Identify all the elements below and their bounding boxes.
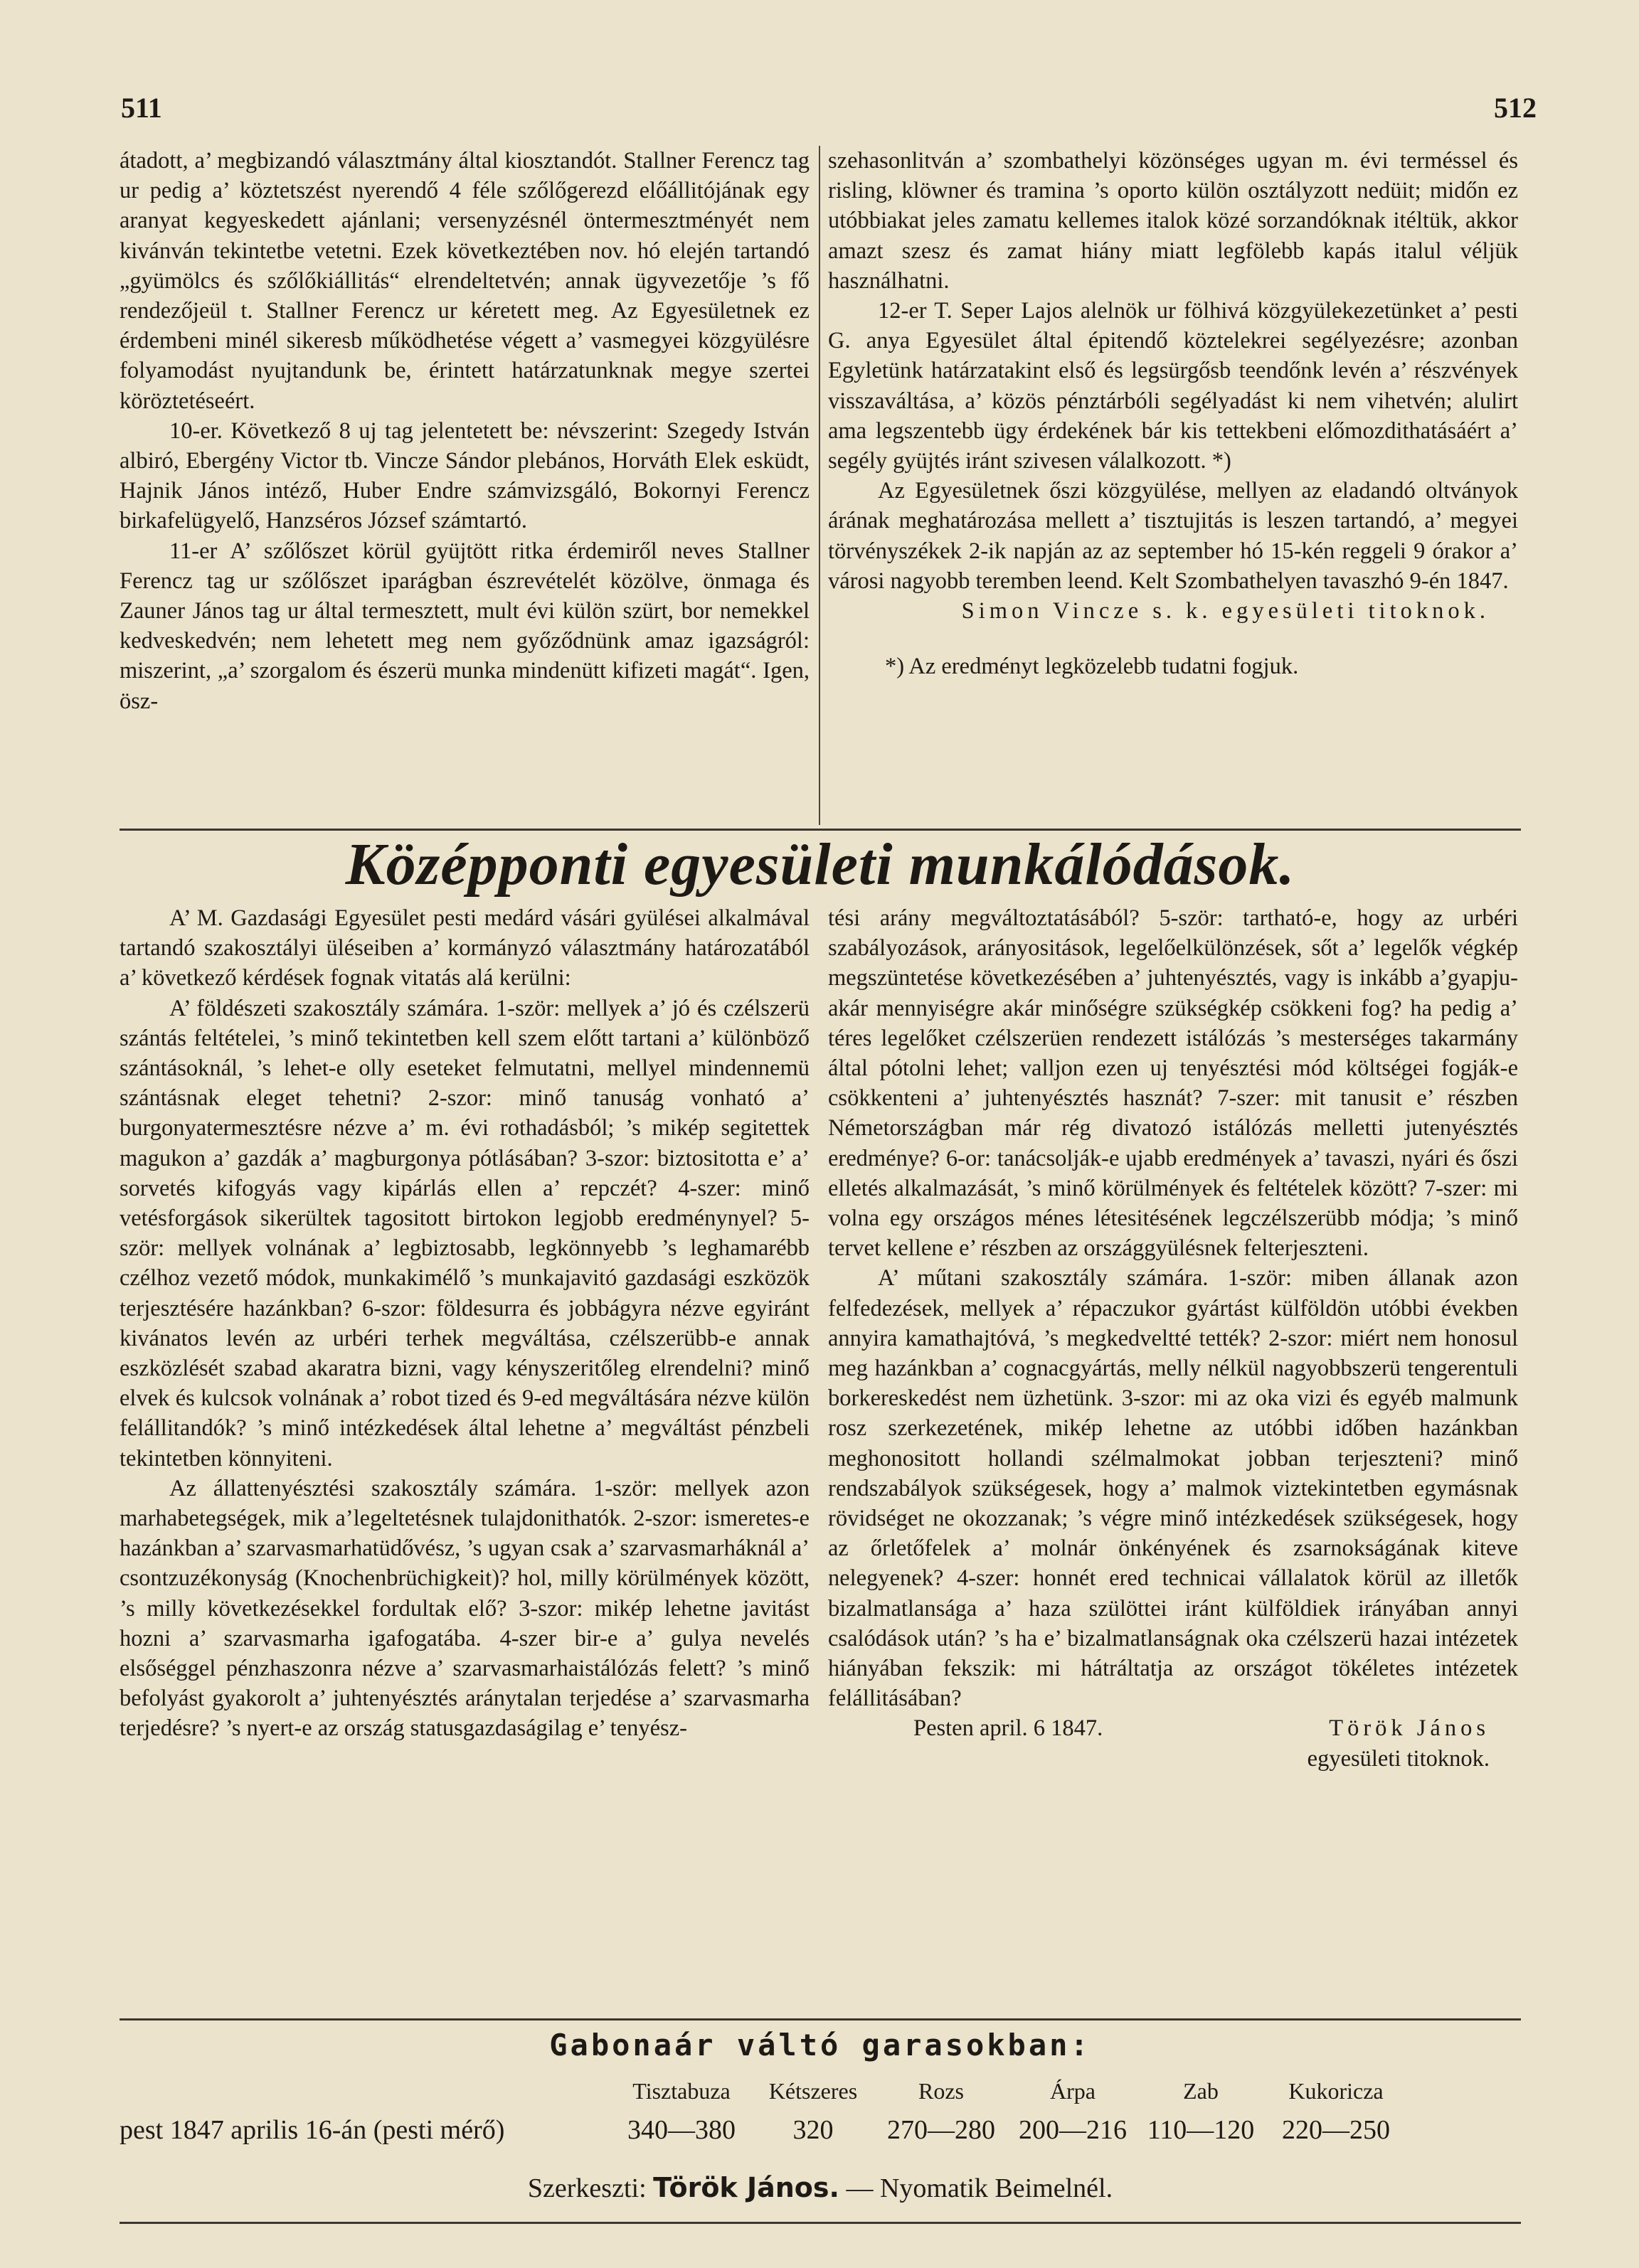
column-header: Rozs: [918, 2078, 964, 2104]
header-spacer: [120, 2075, 610, 2107]
main-left-column: [120, 903, 810, 1744]
paragraph: szehasonlitván a’ szombathelyi közönséges ugyan m. évi terméssel és risling, klöwner és tramina ’s oporto külön osztályzott nedüit; midőn ez utóbbiakat jeles zamatu kellemes italok közé sorzandóknak itéltük, akkor amazt szesz és zamat hiány miatt legfölebb kapás italul véljük használhatni.: [828, 148, 1518, 294]
signature: Simon Vincze s. k. egyesületi titoknok.: [961, 598, 1490, 624]
price-cell: 200—216: [1019, 2115, 1127, 2145]
column-divider: [819, 146, 820, 825]
imprint-label: Szerkeszti:: [527, 2173, 647, 2203]
paragraph: A’ M. Gazdasági Egyesület pesti medárd vásári gyülései alkalmával tartandó szakosztályi üléseiben a’ kormányzó választmány határozatából a’ következő kérdések fognak vitatás alá kerülni:: [120, 905, 810, 991]
row-label: pest 1847 aprilis 16-án (pesti mérő): [120, 2115, 505, 2145]
imprint-separator: —: [846, 2173, 874, 2203]
price-cell: 340—380: [627, 2115, 736, 2145]
top-left-column: [120, 146, 810, 716]
paragraph: átadott, a’ megbizandó választmány által kiosztandót. Stallner Ferencz tag ur pedig a’ köztetszést nyerendő 4 féle szőlőgerezd előállitójának egy aranyat kegyeskedett ajánlani; versenyzésnél öntermesztményét nem kivánván tekintetbe vetetni. Ezek következtében nov. hó elején tartandó „gyümölcs és szőlőkiállitás“ elrendeltetvén; annak ügyvezetője ’s fő rendezőjeül t. Stallner Ferencz ur kéretett meg. Az Egyesületnek ez érdembeni minél sikeresb működhetése végett a’ vasmegyei közgyülésre folyamodást nyujtandunk be, érintett határzatunknak megye szertei köröztetéseért.: [120, 148, 810, 414]
paragraph: tési arány megváltoztatásából? 5-ször: tartható-e, hogy az urbéri szabályozások, arányositások, legelőelkülönzések, sőt a’ legelők végkép megszüntetése következésében a’ juhtenyésztés, vagy is inkább a’gyapju-akár mennyiségre akár minőségre szükségkép csökkeni fog? ha pedig a’ téres legelőket czélszerüen rendezett istálózás ’s mesterséges takarmány által pótolni lehet; valljon ezen uj tenyésztési mód költségei fogják-e csökkenteni a’ juhtenyésztés hasznát? 7-szer: mit tanusit e’ részben Németországban már rég divatozó istálózás melletti jutenyésztés eredménye? 6-or: tanácsolják-e ujabb eredmények a’ tavaszi, nyári és őszi elletés alkalmazását, ’s minő körülmények és feltételek között? 7-szer: mi volna egy országos ménes létesitésének legczélszerübb módja; ’s minő tervet kellene e’ részben az országgyülésnek felterjeszteni.: [828, 905, 1518, 1262]
imprint-editor: Török János.: [653, 2172, 839, 2203]
column-header: Kukoricza: [1288, 2078, 1384, 2104]
column-header: Árpa: [1050, 2078, 1096, 2104]
column-header: Zab: [1183, 2078, 1219, 2104]
top-right-column: [828, 146, 1518, 681]
page-number-left: 511: [121, 92, 162, 124]
paragraph: 11-er A’ szőlőszet körül gyüjtött ritka érdemiről neves Stallner Ferencz tag ur szőlőszet iparágban észrevételét közölve, önmaga és Zauner János tag ur által termesztett, mult évi külön szürt, bor nemekkel kedveskedvén; nem lehetett meg nem győződnünk amaz igazságról: miszerint, „a’ szorgalom és észerü munka mindenütt kifizeti magát“. Igen, ösz-: [120, 538, 810, 714]
page-number-right: 512: [1494, 92, 1537, 124]
signature-name: Török János: [1329, 1715, 1490, 1742]
paragraph: A’ földészeti szakosztály számára. 1-ször: mellyek a’ jó és czélszerü szántás feltételei, ’s minő tekintetben kell szem előtt tartani a’ különböző szántásoknál, ’s lehet-e olly eseteket felmutatni, mellyel mindennemü szántásnak eleget tehetni? 2-szor: minő tanuság vonható a’ burgonyatermesztésre nézve a’ m. évi rothadásból; ’s mikép segitettek magukon a’ gazdák a’ magburgonya pótlásában? 3-szor: biztositotta e’ a’ sorvetés kifogyás vagy kipárlás ellen a’ repczét? 4-szer: minő vetésforgások sikerültek tagositott birtokon legjobb eredménynyel? 5-ször: mellyek volnának a’ legbiztosabb, legkönnyebb ’s leghamarébb czélhoz vezető módok, munkakimélő ’s munkajavitó gazdasági eszközök terjesztésére hazánkban? 6-szor: földesurra és jobbágyra nézve egyiránt kivánatos levén az urbéri terhek megváltása, czélszerübb-e annak eszközlését szabad akaratra bizni, vagy kényszeritőleg elrendelni? minő elvek és kulcsok volnának a’ robot tized és 9-ed megváltására nézve külön felállitandók? ’s minő intézkedések által lehetne a’ megváltást pénzbeli tekintetben könnyiteni.: [120, 995, 810, 1471]
price-cell: 270—280: [887, 2115, 995, 2145]
signature-title: egyesületi titoknok.: [1307, 1745, 1490, 1772]
price-table-row: [120, 2112, 1521, 2148]
signature-block: [828, 1713, 1518, 1743]
paragraph: Az Egyesületnek őszi közgyülése, mellyen az eladandó oltványok árának meghatározása mellett a’ tisztujitás is leszen tartandó, a’ megyei törvényszékek 2-ik napján az az september hó 15-kén reggeli 9 órakor a’ városi nagyobb teremben leend. Kelt Szombathelyen tavaszhó 9-én 1847.: [828, 478, 1518, 594]
paragraph: A’ műtani szakosztály számára. 1-ször: miben állanak azon felfedezések, mellyek a’ répaczukor gyártást külföldön utóbbi években annyira kamathajtóvá, ’s megkedveltté tették? 2-szor: miért nem honosul meg hazánkban a’ cognacgyártás, melly nélkül nagyobbszerü tengerentuli borkereskedést nem üzhetünk. 3-szor: mi az oka vizi és egyéb malmunk rosz szerkezetének, mikép lehetne az utóbbi időben hazánkban meghonositott hollandi szélmalmokat jobban terjeszteni? minő rendszabályok szükségesek, hogy a’ malmok viztekintetben egymásnak rövidséget ne okozzanak; ’s végre minő intézkedések szükségesek, hogy az őrletőfelek a’ molnár önkényének és zsarnokságának kiteve nelegyenek? 4-szer: honnét ered technicai vállalatok körül az illetők bizalmatlansága a’ haza szülöttei iránt külföldiek irányában annyi csalódások után? ’s ha e’ bizalmatlanságnak oka czélszerü hazai intézetek hiányában fekszik: mi hátráltatja az országot tökéletes intézetek felállitásában?: [828, 1265, 1518, 1712]
section-title: Középponti egyesületi munkálódások.: [345, 831, 1295, 898]
price-table-title: Gabonaár váltó garasokban:: [549, 2028, 1091, 2062]
signature-place-date: Pesten april. 6 1847.: [913, 1715, 1103, 1742]
column-header: Tisztabuza: [632, 2078, 731, 2104]
footnote: *) Az eredményt legközelebb tudatni fogjuk.: [885, 654, 1299, 680]
paragraph: 10-er. Következő 8 uj tag jelentetett be: névszerint: Szegedy István albiró, Ebergény Victor tb. Vincze Sándor plebános, Horváth Elek esküdt, Hajnik János intéző, Huber Endre számvizsgáló, Bokornyi Ferencz birkafelügyelő, Hanzséros József számtartó.: [120, 417, 810, 534]
price-rule: [120, 2018, 1521, 2021]
paragraph: Az állattenyésztési szakosztály számára. 1-ször: mellyek azon marhabetegségek, mik a’legeltetésnek tulajdonithatók. 2-szor: ismeretes-e hazánkban a’ szarvasmarhatüdővész, ’s ugyan csak a’ szarvasmarháknál a’ csontzuzékonyság (Knochenbrüchigkeit)? hol, milly körülmények között, ’s milly következésekkel fordultak elő? 3-szor: mikép lehetne javitást hozni a’ szarvasmarha igafogatába. 4-szer bir-e a’ gulya nevelés elsőséggel pénzhaszonra nézve a’ szarvasmarhaistálózás felett? ’s minő befolyást gyakorolt a’ juhtenyésztés aránytalan terjedése a’ szarvasmarha terjedésre? ’s nyert-e az ország statusgazdaságilag e’ tenyész-: [120, 1475, 810, 1742]
column-header: Kétszeres: [768, 2078, 858, 2104]
price-cell: 320: [792, 2115, 834, 2145]
bottom-rule: [120, 2222, 1521, 2224]
imprint: [120, 2168, 1521, 2208]
price-cell: 220—250: [1282, 2115, 1390, 2145]
imprint-printer: Nyomatik Beimelnél.: [879, 2173, 1113, 2203]
section-rule: [120, 829, 1521, 831]
price-table-header: [120, 2075, 1521, 2107]
price-cell: 110—120: [1147, 2115, 1255, 2145]
main-right-column: [828, 903, 1518, 1774]
paragraph: 12-er T. Seper Lajos alelnök ur fölhivá közgyülekezetünket a’ pesti G. anya Egyesület által épitendő köztelekrei segélyezésre; azonban Egyletünk határzatakint első és legsürgősb teendőnk levén a’ részvények visszaváltása, a’ közös pénztárbóli segélyadást ki nem vihetvén; alulirt ama legszentebb ügy érdekének bár kis tettekbeni előmozdithatásáért a’ segély gyüjtés iránt szivesen válalkozott. *): [828, 298, 1518, 474]
